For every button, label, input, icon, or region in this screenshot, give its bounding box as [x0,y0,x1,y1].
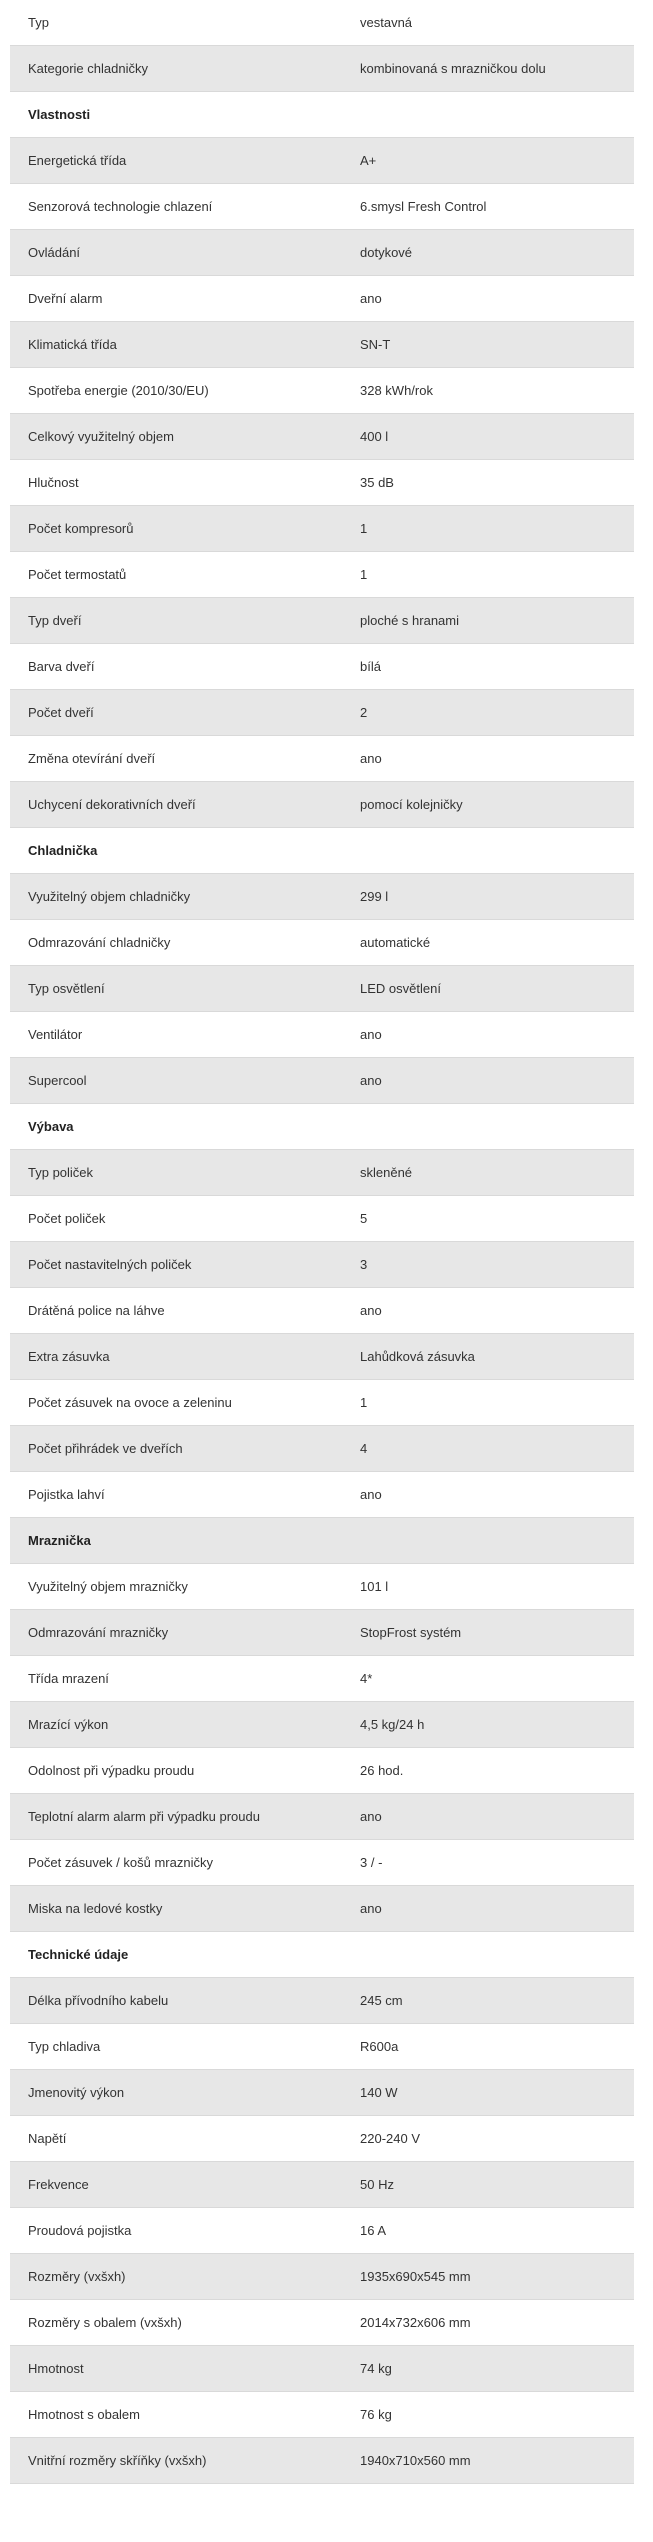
spec-label: Počet dveří [28,705,94,720]
spec-row [10,874,634,920]
spec-value: ano [360,291,382,306]
spec-value: 50 Hz [360,2177,394,2192]
spec-label: Odmrazování chladničky [28,935,171,950]
spec-value: 3 / - [360,1855,383,1870]
spec-label: Rozměry s obalem (vxšxh) [28,2315,182,2330]
spec-label: Počet přihrádek ve dveřích [28,1441,183,1456]
spec-row [10,2162,634,2208]
spec-row [10,2070,634,2116]
spec-row [10,1886,634,1932]
spec-row [10,1748,634,1794]
spec-label: Hlučnost [28,475,79,490]
spec-label: Odolnost při výpadku proudu [28,1763,195,1778]
spec-value: 1940x710x560 mm [360,2453,471,2468]
spec-value: ploché s hranami [360,613,459,628]
spec-label: Ovládání [28,245,81,260]
spec-value: 6.smysl Fresh Control [360,199,487,214]
spec-label: Počet kompresorů [28,521,134,536]
spec-value: 76 kg [360,2407,392,2422]
spec-label: Hmotnost s obalem [28,2407,140,2422]
spec-row [10,1702,634,1748]
section-title: Výbava [28,1119,74,1134]
spec-row [10,368,634,414]
specification-table [10,0,634,2484]
spec-value: ano [360,1303,382,1318]
spec-label: Extra zásuvka [28,1349,110,1364]
spec-row [10,230,634,276]
spec-label: Využitelný objem mrazničky [28,1579,188,1594]
spec-value: 299 l [360,889,389,904]
spec-value: 220-240 V [360,2131,420,2146]
spec-value: 74 kg [360,2361,392,2376]
spec-value: ano [360,1901,382,1916]
section-header [10,1518,634,1564]
spec-row [10,0,634,46]
spec-value: 328 kWh/rok [360,383,433,398]
section-title: Vlastnosti [28,107,91,122]
spec-value: LED osvětlení [360,981,441,996]
spec-row [10,2208,634,2254]
spec-row [10,1242,634,1288]
spec-row [10,276,634,322]
section-header [10,92,634,138]
spec-label: Typ osvětlení [28,981,105,996]
spec-label: Počet zásuvek na ovoce a zeleninu [28,1395,232,1410]
spec-label: Mrazící výkon [28,1717,109,1732]
spec-row [10,1840,634,1886]
spec-row [10,966,634,1012]
spec-row [10,1564,634,1610]
spec-row [10,1472,634,1518]
spec-value: 4,5 kg/24 h [360,1717,425,1732]
spec-row [10,552,634,598]
spec-label: Počet poliček [28,1211,106,1226]
spec-label: Spotřeba energie (2010/30/EU) [28,383,209,398]
spec-label: Využitelný objem chladničky [28,889,191,904]
section-header [10,1104,634,1150]
spec-label: Supercool [28,1073,87,1088]
spec-value: vestavná [360,15,413,30]
spec-label: Změna otevírání dveří [28,751,156,766]
spec-row [10,2254,634,2300]
spec-value: 2 [360,705,368,720]
spec-label: Drátěná police na láhve [28,1303,165,1318]
spec-label: Typ dveří [28,613,82,628]
spec-row [10,184,634,230]
spec-label: Počet zásuvek / košů mrazničky [28,1855,213,1870]
section-title: Chladnička [28,843,98,858]
spec-label: Rozměry (vxšxh) [28,2269,126,2284]
spec-value: 16 A [360,2223,387,2238]
spec-label: Odmrazování mrazničky [28,1625,169,1640]
spec-value: dotykové [360,245,413,260]
spec-label: Hmotnost [28,2361,84,2376]
spec-value: 245 cm [360,1993,403,2008]
spec-label: Typ poliček [28,1165,94,1180]
spec-value: 1 [360,1395,368,1410]
spec-value: 1 [360,567,368,582]
spec-value: ano [360,751,382,766]
spec-row [10,2116,634,2162]
spec-row [10,1978,634,2024]
spec-row [10,2300,634,2346]
section-header [10,828,634,874]
section-title: Technické údaje [28,1947,129,1962]
spec-label: Počet nastavitelných poliček [28,1257,192,1272]
spec-row [10,1334,634,1380]
spec-label: Teplotní alarm alarm při výpadku proudu [28,1809,260,1824]
spec-value: ano [360,1487,382,1502]
spec-label: Frekvence [28,2177,89,2192]
spec-row [10,1426,634,1472]
spec-row [10,1058,634,1104]
spec-row [10,322,634,368]
spec-value: 140 W [360,2085,398,2100]
spec-row [10,2346,634,2392]
spec-row [10,598,634,644]
spec-value: R600a [360,2039,399,2054]
spec-row [10,2024,634,2070]
spec-row [10,460,634,506]
spec-row [10,2438,634,2484]
spec-row [10,1012,634,1058]
spec-value: 35 dB [360,475,394,490]
spec-row [10,1794,634,1840]
spec-row [10,1610,634,1656]
spec-row [10,1196,634,1242]
spec-value: A+ [360,153,377,168]
spec-value: kombinovaná s mrazničkou dolu [360,61,546,76]
spec-label: Senzorová technologie chlazení [28,199,213,214]
spec-label: Ventilátor [28,1027,83,1042]
spec-label: Uchycení dekorativních dveří [28,797,196,812]
spec-label: Barva dveří [28,659,95,674]
spec-value: 4* [360,1671,373,1686]
spec-label: Pojistka lahví [28,1487,105,1502]
spec-label: Proudová pojistka [28,2223,132,2238]
spec-value: StopFrost systém [360,1625,462,1640]
spec-value: SN-T [360,337,391,352]
spec-label: Klimatická třída [28,337,117,352]
spec-value: pomocí kolejničky [360,797,463,812]
spec-value: 400 l [360,429,389,444]
spec-label: Kategorie chladničky [28,61,148,76]
spec-row [10,414,634,460]
spec-row [10,690,634,736]
spec-value: bílá [360,659,381,674]
spec-value: 1 [360,521,368,536]
spec-value: 26 hod. [360,1763,404,1778]
spec-label: Délka přívodního kabelu [28,1993,169,2008]
spec-label: Vnitřní rozměry skříňky (vxšxh) [28,2453,207,2468]
spec-row [10,506,634,552]
spec-label: Jmenovitý výkon [28,2085,125,2100]
spec-label: Typ [28,15,49,30]
spec-row [10,644,634,690]
spec-value: ano [360,1073,382,1088]
spec-label: Dveřní alarm [28,291,103,306]
spec-value: Lahůdková zásuvka [360,1349,475,1364]
spec-row [10,1380,634,1426]
spec-label: Napětí [28,2131,67,2146]
spec-row [10,138,634,184]
spec-row [10,1656,634,1702]
spec-row [10,920,634,966]
spec-value: ano [360,1809,382,1824]
spec-label: Energetická třída [28,153,127,168]
section-title: Mraznička [28,1533,91,1548]
spec-value: 2014x732x606 mm [360,2315,471,2330]
spec-label: Celkový využitelný objem [28,429,174,444]
spec-value: 3 [360,1257,368,1272]
spec-label: Počet termostatů [28,567,127,582]
spec-row [10,2392,634,2438]
spec-value: ano [360,1027,382,1042]
spec-value: skleněné [360,1165,413,1180]
spec-label: Třída mrazení [28,1671,109,1686]
spec-label: Miska na ledové kostky [28,1901,163,1916]
spec-label: Typ chladiva [28,2039,101,2054]
spec-value: automatické [360,935,431,950]
spec-row [10,46,634,92]
spec-value: 4 [360,1441,368,1456]
spec-row [10,1150,634,1196]
spec-value: 5 [360,1211,368,1226]
spec-row [10,1288,634,1334]
section-header [10,1932,634,1978]
spec-value: 1935x690x545 mm [360,2269,471,2284]
spec-row [10,782,634,828]
spec-value: 101 l [360,1579,389,1594]
spec-row [10,736,634,782]
